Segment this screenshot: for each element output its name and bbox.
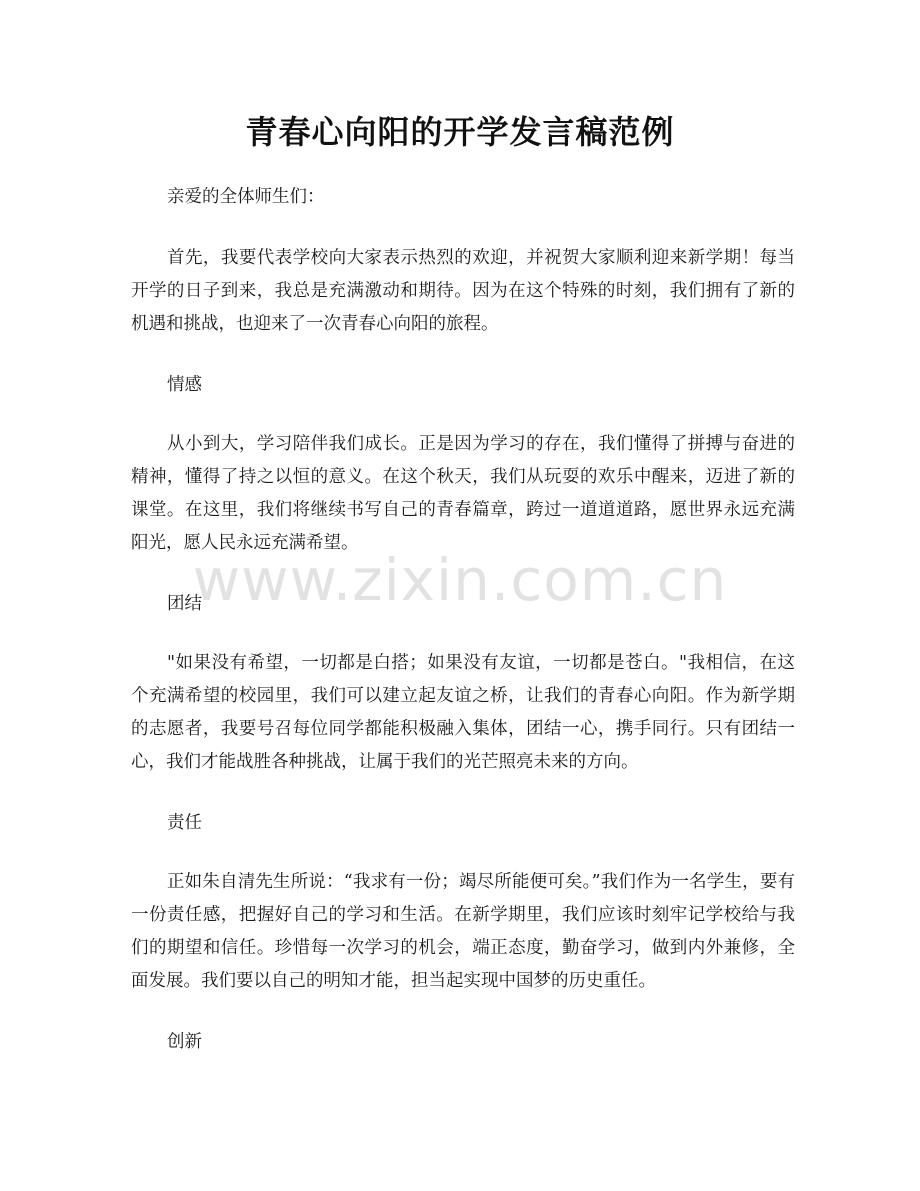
section-heading-innovation: 创新 — [167, 1032, 202, 1052]
greeting-paragraph: 亲爱的全体师生们： — [167, 187, 325, 207]
body-paragraph: "如果没有希望，一切都是白搭；如果没有友谊，一切都是苍白。"我相信，在这个充满希望的校园里，我们可以建立起友谊之桥，让我们的青春心向阳。作为新学期的志愿者，我要号召每位同学都能积极融入集体，团结一心，携手同行。只有团结一心，我们才能战胜各种挑战，让属于我们的光芒照亮未来的方向。 — [131, 653, 795, 772]
watermark-text: www.zixin.com.cn — [192, 546, 728, 614]
body-paragraph: 从小到大，学习陪伴我们成长。正是因为学习的存在，我们懂得了拼搏与奋进的精神，懂得了持之以恒的意义。在这个秋天，我们从玩耍的欢乐中醒来，迈进了新的课堂。在这里，我们将继续书写自己的青春篇章，跨过一道道道路，愿世界永远充满阳光，愿人民永远充满希望。 — [131, 434, 795, 553]
body-paragraph: 首先，我要代表学校向大家表示热烈的欢迎，并祝贺大家顺利迎来新学期！每当开学的日子到来，我总是充满激动和期待。因为在这个特殊的时刻，我们拥有了新的机遇和挑战，也迎来了一次青春心向阳的旅程。 — [131, 248, 795, 334]
section-heading-responsibility: 责任 — [167, 813, 202, 833]
body-paragraph: 正如朱自清先生所说：“我求有一份；竭尽所能便可矣。”我们作为一名学生，要有一份责任感，把握好自己的学习和生活。在新学期里，我们应该时刻牢记学校给与我们的期望和信任。珍惜每一次学习的机会，端正态度，勤奋学习，做到内外兼修，全面发展。我们要以自己的明知才能，担当起实现中国梦的历史重任。 — [131, 872, 795, 991]
section-heading-emotion: 情感 — [167, 375, 202, 395]
section-heading-unity: 团结 — [167, 594, 202, 614]
document-title: 青春心向阳的开学发言稿范例 — [245, 113, 675, 151]
document-body — [131, 181, 795, 1085]
